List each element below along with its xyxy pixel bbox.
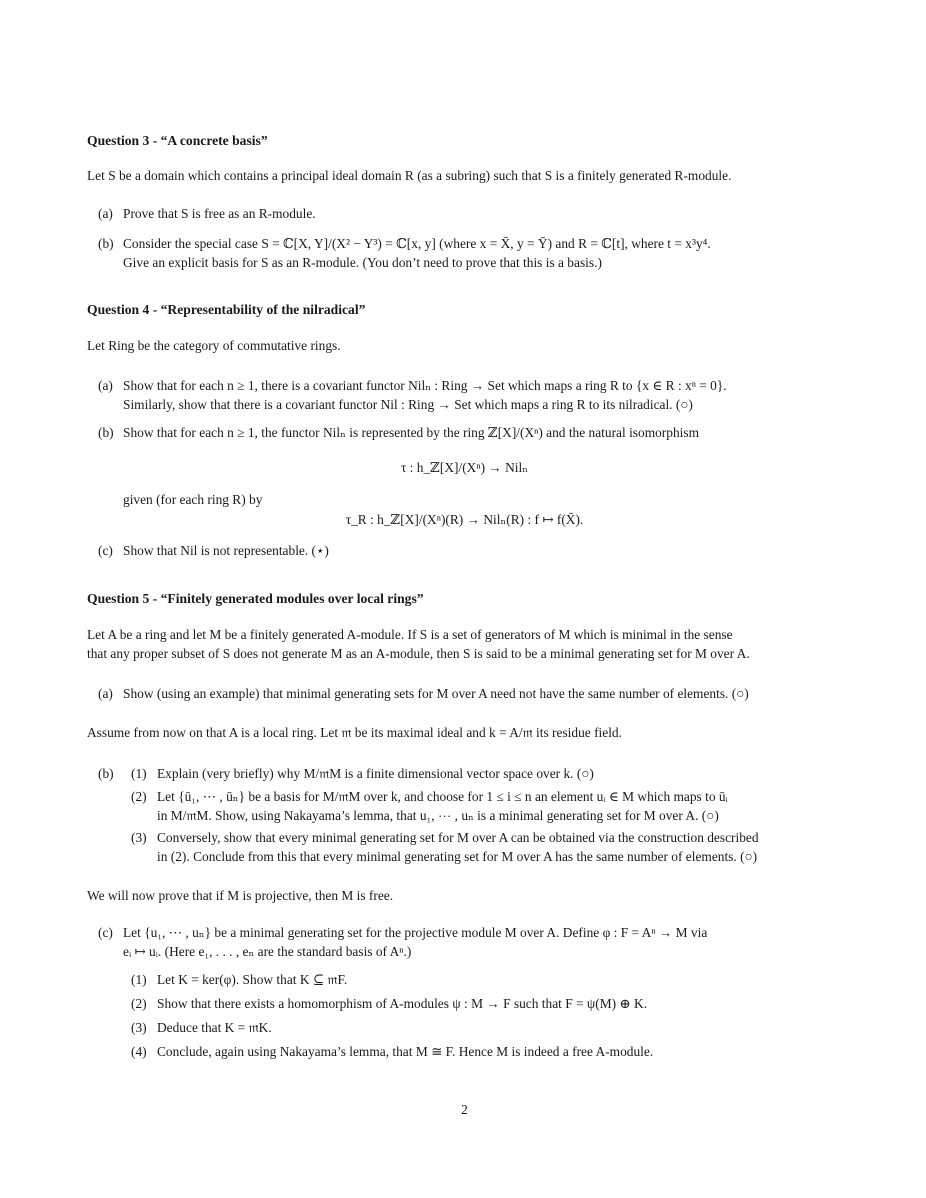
sub-item-text: Conclude, again using Nakayama’s lemma, that M ≅ F. Hence M is indeed a free A-module. — [157, 1044, 654, 1059]
item-text-line-1: Let {u₁, ⋯ , uₙ} be a minimal generating set for the projective module M over A. Define φ : F = Aⁿ → M via — [123, 925, 708, 940]
sub-item-label: (3) — [131, 830, 147, 845]
question-5c4 — [131, 1042, 842, 1061]
item-text: Show (using an example) that minimal generating sets for M over A need not have the same number of elements. (○) — [123, 686, 749, 701]
question-5b3 — [131, 828, 842, 866]
sub-item-text: Explain (very briefly) why M/𝔪M is a finite dimensional vector space over k. (○) — [157, 766, 594, 781]
given-text: given (for each ring R) by — [123, 492, 263, 507]
question-4a — [98, 376, 842, 414]
sub-item-line-2: in M/𝔪M. Show, using Nakayama’s lemma, that u₁, ⋯ , uₙ is a minimal generating set for M over A. (○) — [157, 808, 719, 823]
item-label: (a) — [98, 378, 113, 393]
sub-item-text: Show that there exists a homomorphism of A-modules ψ : M → F such that F = ψ(M) ⊕ K. — [157, 996, 648, 1011]
sub-item-label: (2) — [131, 789, 147, 804]
question-3a — [98, 204, 842, 223]
intro-line-1: Let A be a ring and let M be a finitely generated A-module. If S is a set of generators of M which is minimal in the sense — [87, 627, 733, 642]
sub-item-line-1: Let {ū₁, ⋯ , ūₙ} be a basis for M/𝔪M over k, and choose for 1 ≤ i ≤ n an element uᵢ ∈ M which maps to ūᵢ — [157, 789, 728, 804]
sub-item-line-2: in (2). Conclude from this that every minimal generating set for M over A has the same number of elements. (○) — [157, 849, 758, 864]
question-4-intro: Let Ring be the category of commutative rings. — [87, 338, 341, 353]
question-5a — [98, 684, 842, 703]
item-label: (c) — [98, 543, 113, 558]
question-3-intro: Let S be a domain which contains a principal ideal domain R (as a subring) such that S is a finitely generated R-module. — [87, 168, 732, 183]
prove-text: We will now prove that if M is projective, then M is free. — [87, 888, 394, 903]
question-5c — [98, 923, 842, 961]
item-label: (b) — [98, 236, 114, 251]
question-3-heading: Question 3 - “A concrete basis” — [87, 133, 268, 148]
display-equation-2: τ_R : h_ℤ[X]/(Xⁿ)(R) → Nilₙ(R) : f ↦ f(X̄). — [345, 512, 584, 527]
item-text: Show that for each n ≥ 1, the functor Nilₙ is represented by the ring ℤ[X]/(Xⁿ) and the natural isomorphism — [123, 425, 700, 440]
item-text: Show that Nil is not representable. (⋆) — [123, 543, 329, 558]
sub-item-text: Deduce that K = 𝔪K. — [157, 1020, 272, 1035]
item-label: (a) — [98, 206, 113, 221]
assumption-text: Assume from now on that A is a local ring. Let 𝔪 be its maximal ideal and k = A/𝔪 its residue field. — [87, 725, 622, 740]
question-5c2 — [131, 994, 842, 1013]
question-4b — [98, 423, 842, 442]
sub-item-label: (3) — [131, 1020, 147, 1035]
item-text-line-2: eᵢ ↦ uᵢ. (Here e₁, . . . , eₙ are the standard basis of Aⁿ.) — [123, 944, 412, 959]
sub-item-label: (1) — [131, 766, 147, 781]
question-5b1 — [131, 764, 842, 783]
item-label: (b) — [98, 766, 114, 781]
item-label: (c) — [98, 925, 113, 940]
question-4c — [98, 541, 842, 560]
question-3b — [98, 234, 842, 272]
question-5b2 — [131, 787, 842, 825]
sub-item-line-1: Conversely, show that every minimal generating set for M over A can be obtained via the construction described — [157, 830, 759, 845]
question-5c1 — [131, 970, 842, 989]
page-number: 2 — [461, 1102, 468, 1117]
sub-item-label: (1) — [131, 972, 147, 987]
item-text-line-2: Give an explicit basis for S as an R-module. (You don’t need to prove that this is a basis.) — [123, 255, 602, 270]
item-text: Prove that S is free as an R-module. — [123, 206, 316, 221]
question-4-heading: Question 4 - “Representability of the nilradical” — [87, 302, 366, 317]
question-5-intro — [87, 625, 842, 663]
sub-item-text: Let K = ker(φ). Show that K ⊆ 𝔪F. — [157, 972, 348, 987]
question-5-heading: Question 5 - “Finitely generated modules over local rings” — [87, 591, 424, 606]
item-label: (a) — [98, 686, 113, 701]
sub-item-label: (2) — [131, 996, 147, 1011]
display-equation-1: τ : h_ℤ[X]/(Xⁿ) → Nilₙ — [400, 460, 529, 475]
question-5c3 — [131, 1018, 842, 1037]
sub-item-label: (4) — [131, 1044, 147, 1059]
item-text-line-1: Show that for each n ≥ 1, there is a covariant functor Nilₙ : Ring → Set which maps a ring R to {x ∈ R : xⁿ = 0}. — [123, 378, 727, 393]
item-label: (b) — [98, 425, 114, 440]
intro-line-2: that any proper subset of S does not generate M as an A-module, then S is said to be a minimal generating set for M over A. — [87, 646, 750, 661]
item-text-line-1: Consider the special case S = ℂ[X, Y]/(X² − Y³) = ℂ[x, y] (where x = X̄, y = Ȳ) and R = ℂ[t], where t = x³y⁴. — [123, 236, 711, 251]
item-text-line-2: Similarly, show that there is a covariant functor Nil : Ring → Set which maps a ring R to its nilradical. (○) — [123, 397, 693, 412]
